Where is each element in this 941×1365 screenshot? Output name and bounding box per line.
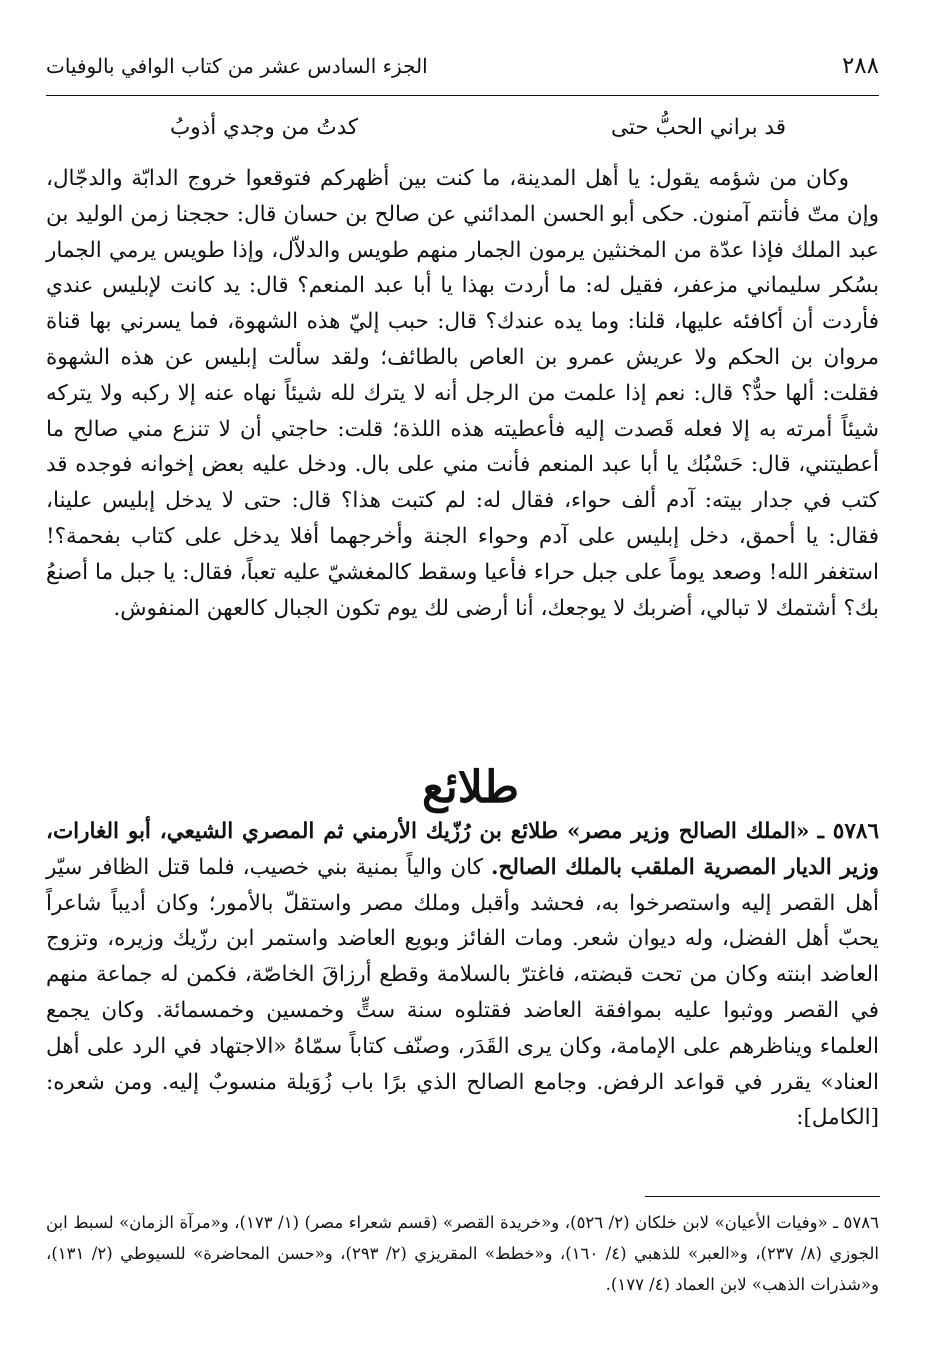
entry-paragraph — [46, 814, 879, 1136]
entry-number: ٥٧٨٦ ـ — [817, 819, 879, 844]
header-divider — [46, 95, 879, 96]
verse-second-hemistich: كدتُ من وجدي أذوبُ — [170, 115, 359, 140]
biography-entry — [46, 814, 879, 1136]
running-header — [46, 44, 879, 88]
poem-verse — [170, 115, 786, 140]
entry-title: «الملك الصالح وزير مصر» طلائع بن رُزّيك الأرمني ثم المصري الشيعي، أبو الغارات، وزير الديار المصرية الملقب بالملك الصالح. — [46, 819, 880, 880]
body-text — [46, 161, 879, 626]
entry-text: كان والياً بمنية بني خصيب، فلما قتل الظافر سيّر أهل القصر إليه واستصرخوا به، فحشد وأقبل وملك مصر واستقلّ بالأمور؛ وكان أديباً شاعراً يحبّ أهل الفضل، وله ديوان شعر. ومات الفائز وبويع العاضد واستمر ابن رزّيك وزيره، وتزوج العاضد ابنته وكان من تحت قبضته، فاغترّ بالسلامة وقطع أرزاقَ الخاصّة، فكمن له جماعة منهم في القصر ووثبوا عليه بموافقة العاضد فقتلوه سنة ستٍّ وخمسين وخمسمائة. وكان يجمع العلماء ويناظرهم على الإمامة، وكان يرى القَدَر، وصنّف كتاباً سمّاهُ «الاجتهاد في الرد على أهل العناد» يقرر في قواعد الرفض. وجامع الصالح الذي برًا باب زُوَيلة منسوبٌ إليه. ومن شعره: [الكامل]: — [46, 854, 879, 1131]
section-heading: طلائع — [422, 762, 519, 813]
footnote: ٥٧٨٦ ـ «وفيات الأعيان» لابن خلكان (٢/ ٥٢٦)، و«خريدة القصر» (قسم شعراء مصر) (١/ ١٧٣)، و«مرآة الزمان» لسبط ابن الجوزي (٨/ ٢٣٧)، و«العبر» للذهبي (٤/ ١٦٠)، و«خطط» المقريزي (٢/ ٢٩٣)، و«حسن المحاضرة» للسيوطي (٢/ ١٣١)، و«شذرات الذهب» لابن العماد (٤/ ١٧٧). — [46, 1213, 879, 1294]
paragraph: وكان من شؤمه يقول: يا أهل المدينة، ما كنت بين أظهركم فتوقعوا خروج الدابّة والدجّال، وإن متّ فأنتم آمنون. حكى أبو الحسن المدائني عن صالح بن حسان قال: حججنا زمن الوليد بن عبد الملك فإذا عدّة من المخنثين يرمون الجمار منهم طويس والدلاّل، وإذا طويس يرمي الجمار بسُكر سليماني مزعفر، فقيل له: ما أردت بهذا يا أبا عبد المنعم؟ قال: يد كانت لإبليس عندي فأردت أن أكافئه عليها، قلنا: وما يده عندك؟ قال: حبب إليّ هذه الشهوة، فما يسرني بها قناة مروان بن الحكم ولا عريش عمرو بن العاص بالطائف؛ ولقد سألت إبليس عن هذه الشهوة فقلت: ألها حدٌّ؟ قال: نعم إذا علمت من الرجل أنه لا يترك لله شيئاً نهاه عنه إلا ركبه ولا يتركه شيئاً أمرته به إلا فعله قَصدت إليه فأعطيته هذه اللذة؛ قلت: حاجتي أن لا تنزع مني صالح ما أعطيتني، قال: حَسْبُك يا أبا عبد المنعم فأنت مني على بال. ودخل عليه بعض إخوانه فوجده قد كتب في جدار بيته: آدم ألف حواء، فقال له: لم كتبت هذا؟ قال: حتى لا يدخل إبليس علينا، فقال: يا أحمق، دخل إبليس على آدم وحواء الجنة وأخرجهما أفلا يدخل على كتاب بفحمة؟! استغفر الله! وصعد يوماً على جبل حراء فأعيا وسقط كالمغشيّ عليه تعباً، فقال: يا جبل ما أصنعُ بك؟ أشتمك لا تبالي، أضربك لا يوجعك، أنا أرضى لك يوم تكون الجبال كالعهن المنفوش. — [46, 166, 879, 621]
page-number: ٢٨٨ — [841, 53, 879, 79]
footnote-divider — [645, 1196, 880, 1197]
verse-first-hemistich: قد براني الحبُّ حتى — [610, 115, 786, 140]
running-title: الجزء السادس عشر من كتاب الوافي بالوفيات — [46, 54, 428, 78]
